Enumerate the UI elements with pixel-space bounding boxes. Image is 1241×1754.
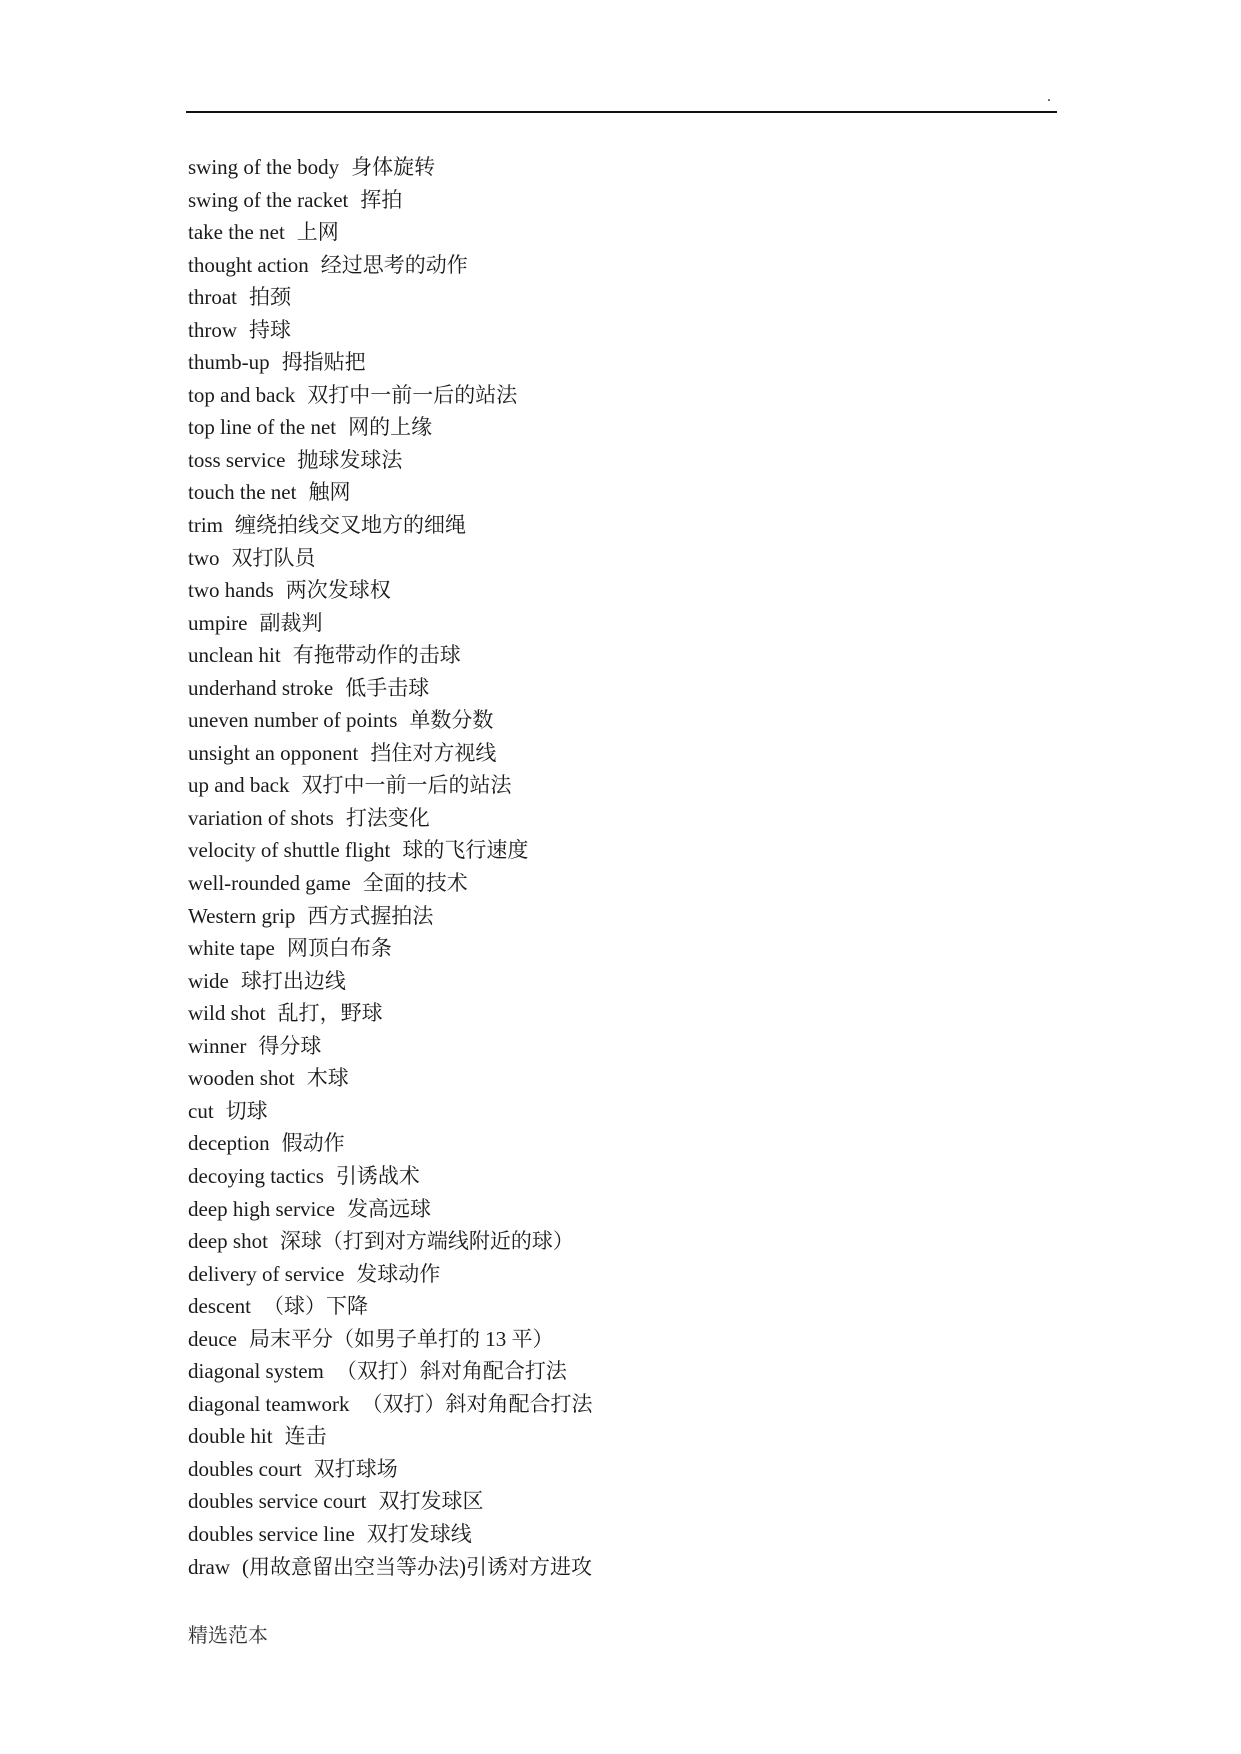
glossary-entry <box>188 966 1048 999</box>
glossary-term: wide <box>188 968 229 993</box>
glossary-translation: 深球（打到对方端线附近的球） <box>279 1229 574 1254</box>
glossary-entry <box>188 835 1048 868</box>
glossary-entry <box>188 412 1048 445</box>
glossary-translation: 挥拍 <box>360 187 403 212</box>
glossary-term: thumb-up <box>188 350 270 375</box>
glossary-translation: 双打中一前一后的站法 <box>307 382 518 407</box>
glossary-entry <box>188 1226 1048 1259</box>
glossary-translation: 有拖带动作的击球 <box>292 643 461 668</box>
glossary-term: deep high service <box>188 1196 335 1221</box>
glossary-translation: 引诱战术 <box>335 1163 420 1188</box>
glossary-entry <box>188 738 1048 771</box>
glossary-translation: 球的飞行速度 <box>402 838 529 863</box>
glossary-translation: 低手击球 <box>345 675 430 700</box>
glossary-entry <box>188 998 1048 1031</box>
glossary-translation: 网的上缘 <box>348 415 433 440</box>
glossary-translation: 乱打，野球 <box>277 1001 383 1026</box>
glossary-entry <box>188 1486 1048 1519</box>
glossary-translation: 球打出边线 <box>240 968 346 993</box>
glossary-entry <box>188 1096 1048 1129</box>
glossary-term: deep shot <box>188 1229 268 1254</box>
glossary-term: unsight an opponent <box>188 740 359 765</box>
glossary-term: take the net <box>188 220 285 245</box>
glossary-entry <box>188 1324 1048 1357</box>
glossary-term: diagonal system <box>188 1359 324 1384</box>
glossary-term: doubles service line <box>188 1521 355 1546</box>
glossary-entry <box>188 933 1048 966</box>
glossary-term: swing of the racket <box>188 187 349 212</box>
glossary-entry <box>188 1259 1048 1292</box>
glossary-entry <box>188 445 1048 478</box>
glossary-entry <box>188 1519 1048 1552</box>
glossary-entry <box>188 1552 1048 1585</box>
glossary-term: doubles court <box>188 1456 302 1481</box>
glossary-entry <box>188 510 1048 543</box>
glossary-term: touch the net <box>188 480 297 505</box>
glossary-entry <box>188 640 1048 673</box>
glossary-entry <box>188 315 1048 348</box>
glossary-term: unclean hit <box>188 643 281 668</box>
glossary-entry <box>188 575 1048 608</box>
glossary-translation: 双打队员 <box>231 545 316 570</box>
glossary-term: umpire <box>188 610 248 635</box>
glossary-entry <box>188 803 1048 836</box>
glossary-translation: 西方式握拍法 <box>307 903 434 928</box>
glossary-translation: 发球动作 <box>356 1261 441 1286</box>
glossary-entry <box>188 282 1048 315</box>
glossary-entry <box>188 673 1048 706</box>
glossary-entry <box>188 347 1048 380</box>
glossary-entry <box>188 185 1048 218</box>
glossary-term: descent <box>188 1294 251 1319</box>
glossary-term: variation of shots <box>188 805 334 830</box>
glossary-translation: 两次发球权 <box>285 578 391 603</box>
glossary-entry <box>188 1063 1048 1096</box>
glossary-term: winner <box>188 1033 247 1058</box>
footer-text: 精选范本 <box>188 1625 268 1647</box>
glossary-term: cut <box>188 1098 214 1123</box>
glossary-entry <box>188 250 1048 283</box>
glossary-term: uneven number of points <box>188 708 398 733</box>
glossary-translation: 得分球 <box>258 1033 322 1058</box>
glossary-entry <box>188 380 1048 413</box>
glossary-term: Western grip <box>188 903 296 928</box>
glossary-entry <box>188 477 1048 510</box>
glossary-term: swing of the body <box>188 155 340 179</box>
glossary-term: trim <box>188 513 223 538</box>
glossary-translation: 单数分数 <box>409 708 494 733</box>
glossary-translation: 发高远球 <box>346 1196 431 1221</box>
glossary-translation: 持球 <box>249 317 291 342</box>
glossary-term: throw <box>188 317 237 342</box>
glossary-entry <box>188 1421 1048 1454</box>
glossary-entry <box>188 1291 1048 1324</box>
glossary-entry <box>188 901 1048 934</box>
glossary-term: decoying tactics <box>188 1163 324 1188</box>
glossary-term: double hit <box>188 1424 273 1449</box>
glossary-translation: 身体旋转 <box>351 155 436 179</box>
glossary-translation: 挡住对方视线 <box>370 740 497 765</box>
glossary-translation: 全面的技术 <box>362 871 468 896</box>
glossary-entry <box>188 1454 1048 1487</box>
glossary-term: top line of the net <box>188 415 337 440</box>
glossary-translation: （双打）斜对角配合打法 <box>335 1359 567 1384</box>
glossary-translation: 抛球发球法 <box>297 447 403 472</box>
glossary-term: deception <box>188 1131 270 1156</box>
glossary-translation: 假动作 <box>281 1131 345 1156</box>
glossary-entry <box>188 217 1048 250</box>
glossary-term: top and back <box>188 382 296 407</box>
glossary-translation: 拇指贴把 <box>281 350 366 375</box>
glossary-translation: 双打发球区 <box>378 1489 484 1514</box>
glossary-term: up and back <box>188 773 290 798</box>
glossary-term: diagonal teamwork <box>188 1391 350 1416</box>
glossary-entry <box>188 868 1048 901</box>
glossary-term: delivery of service <box>188 1261 345 1286</box>
glossary-translation: 木球 <box>306 1066 349 1091</box>
glossary-term: wild shot <box>188 1001 266 1026</box>
glossary-term: two hands <box>188 578 274 603</box>
glossary-term: thought action <box>188 252 309 277</box>
glossary-term: deuce <box>188 1326 237 1351</box>
glossary-term: velocity of shuttle flight <box>188 838 391 863</box>
glossary-term: throat <box>188 285 237 310</box>
glossary-entry <box>188 1194 1048 1227</box>
glossary-translation: 打法变化 <box>345 805 430 830</box>
glossary-translation: 缠绕拍线交叉地方的细绳 <box>235 513 466 538</box>
glossary-translation: 网顶白布条 <box>286 936 392 961</box>
glossary-translation: 上网 <box>296 220 339 245</box>
glossary-entry <box>188 1356 1048 1389</box>
glossary-entry <box>188 1031 1048 1064</box>
glossary-entry <box>188 1128 1048 1161</box>
glossary-entry <box>188 1389 1048 1422</box>
glossary-term: doubles service court <box>188 1489 367 1514</box>
glossary-entry <box>188 1161 1048 1194</box>
glossary-entry <box>188 770 1048 803</box>
glossary-translation: (用故意留出空当等办法)引诱对方进攻 <box>241 1554 592 1579</box>
glossary-entry <box>188 608 1048 641</box>
glossary-entry <box>188 543 1048 576</box>
glossary-translation: 触网 <box>308 480 351 505</box>
glossary-translation: 副裁判 <box>259 610 323 635</box>
glossary-translation: 拍颈 <box>248 285 291 310</box>
glossary-term: white tape <box>188 936 275 961</box>
header-rule <box>186 111 1057 113</box>
glossary-translation: 经过思考的动作 <box>320 252 468 277</box>
glossary-term: wooden shot <box>188 1066 295 1091</box>
glossary-term: draw <box>188 1554 230 1579</box>
glossary-list <box>188 152 1048 1584</box>
glossary-translation: 双打发球线 <box>366 1521 472 1546</box>
glossary-entry <box>188 705 1048 738</box>
glossary-term: two <box>188 545 220 570</box>
glossary-term: toss service <box>188 447 286 472</box>
glossary-term: underhand stroke <box>188 675 334 700</box>
glossary-term: well-rounded game <box>188 871 351 896</box>
glossary-translation: 连击 <box>284 1424 327 1449</box>
glossary-translation: （双打）斜对角配合打法 <box>361 1391 593 1416</box>
glossary-translation: 双打球场 <box>313 1456 398 1481</box>
header-mark: . <box>1047 88 1051 105</box>
glossary-translation: 切球 <box>225 1098 268 1123</box>
glossary-translation: 双打中一前一后的站法 <box>301 773 512 798</box>
glossary-translation: （球）下降 <box>262 1294 368 1319</box>
glossary-translation: 局末平分（如男子单打的 13 平） <box>248 1326 554 1351</box>
glossary-entry <box>188 152 1048 185</box>
